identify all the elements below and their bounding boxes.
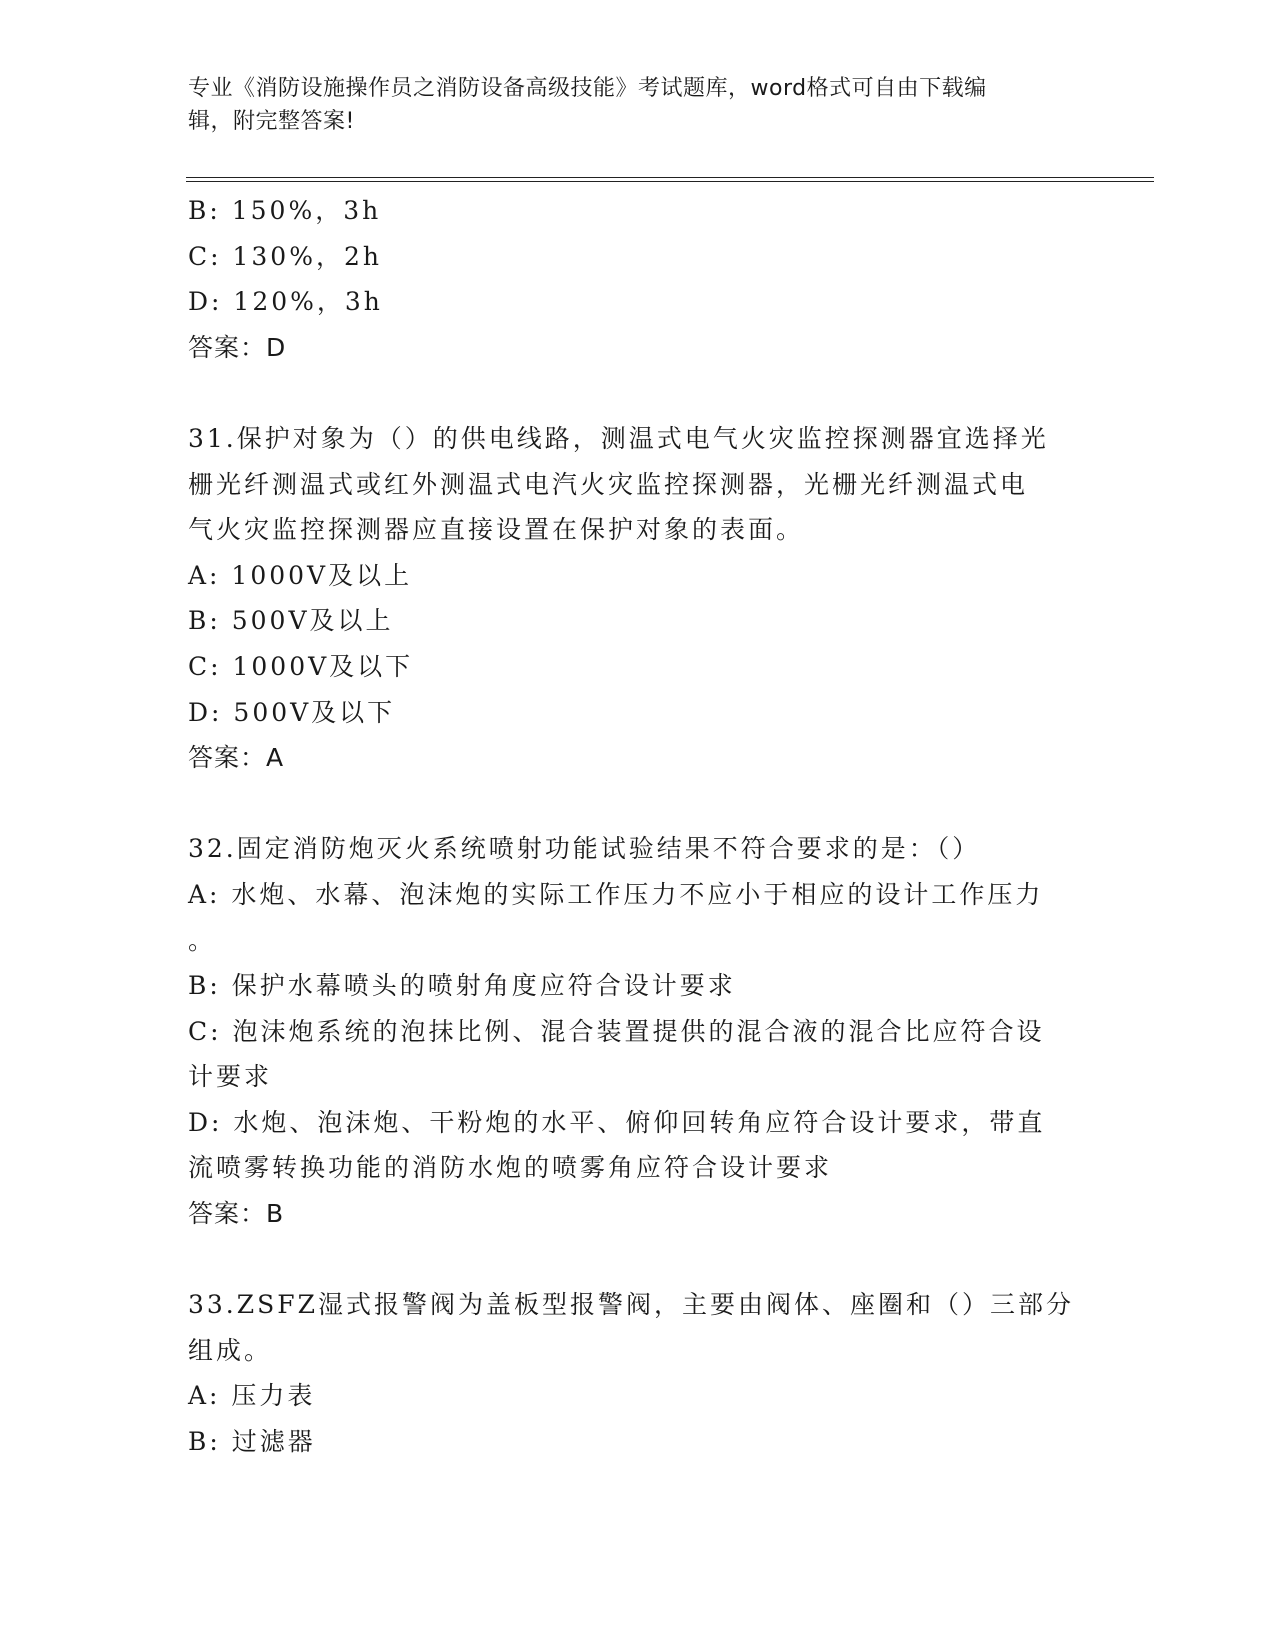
answer-line: 答案：B [188, 1199, 285, 1229]
option-a: A: 水炮、水幕、泡沫炮的实际工作压力不应小于相应的设计工作压力 [188, 879, 1044, 909]
option-d: D: 120%，3h [188, 287, 383, 317]
spacer [188, 781, 1088, 827]
answer-line: 答案：D [188, 332, 287, 362]
option-a: A: 压力表 [188, 1381, 316, 1411]
option-d: D: 水炮、泡沫炮、干粉炮的水平、俯仰回转角应符合设计要求，带直 [188, 1107, 1046, 1137]
option-a: A: 1000V及以上 [188, 560, 413, 590]
question-33 [188, 1282, 1088, 1464]
document-header [188, 72, 1068, 138]
option-c-continued: 计要求 [188, 1062, 273, 1092]
option-c: C: 130%，2h [188, 241, 382, 271]
option-a-continued: 。 [188, 925, 217, 955]
option-d: D: 500V及以下 [188, 697, 396, 727]
option-b: B: 过滤器 [188, 1427, 316, 1457]
option-b: B: 保护水幕喷头的喷射角度应符合设计要求 [188, 971, 736, 1001]
option-c: C: 1000V及以下 [188, 651, 414, 681]
question-stem-line: 32.固定消防炮灭火系统喷射功能试验结果不符合要求的是：（） [188, 834, 981, 864]
header-line-2: 辑，附完整答案! [188, 109, 355, 134]
question-stem-line: 33.ZSFZ湿式报警阀为盖板型报警阀，主要由阀体、座圈和（）三部分 [188, 1290, 1074, 1320]
answer-line: 答案：A [188, 743, 285, 773]
header-rule-top [186, 177, 1154, 178]
option-b: B: 500V及以上 [188, 606, 394, 636]
spacer [188, 370, 1088, 416]
question-stem-line: 31.保护对象为（）的供电线路，测温式电气火灾监控探测器宜选择光 [188, 423, 1049, 453]
header-rule-bottom [186, 181, 1154, 182]
question-32 [188, 826, 1088, 1236]
spacer [188, 1237, 1088, 1283]
option-d-continued: 流喷雾转换功能的消防水炮的喷雾角应符合设计要求 [188, 1153, 833, 1183]
option-c: C: 泡沫炮系统的泡抹比例、混合装置提供的混合液的混合比应符合设 [188, 1016, 1045, 1046]
question-stem-line: 组成。 [188, 1335, 273, 1365]
question-stem-line: 栅光纤测温式或红外测温式电汽火灾监控探测器，光栅光纤测温式电 [188, 469, 1029, 499]
question-stem-line: 气火灾监控探测器应直接设置在保护对象的表面。 [188, 515, 805, 545]
question-30-continued [188, 188, 1088, 370]
header-line-1: 专业《消防设施操作员之消防设备高级技能》考试题库，word格式可自由下载编 [188, 76, 987, 101]
option-b: B: 150%，3h [188, 196, 382, 225]
question-list [188, 188, 1088, 1465]
question-31 [188, 416, 1088, 781]
